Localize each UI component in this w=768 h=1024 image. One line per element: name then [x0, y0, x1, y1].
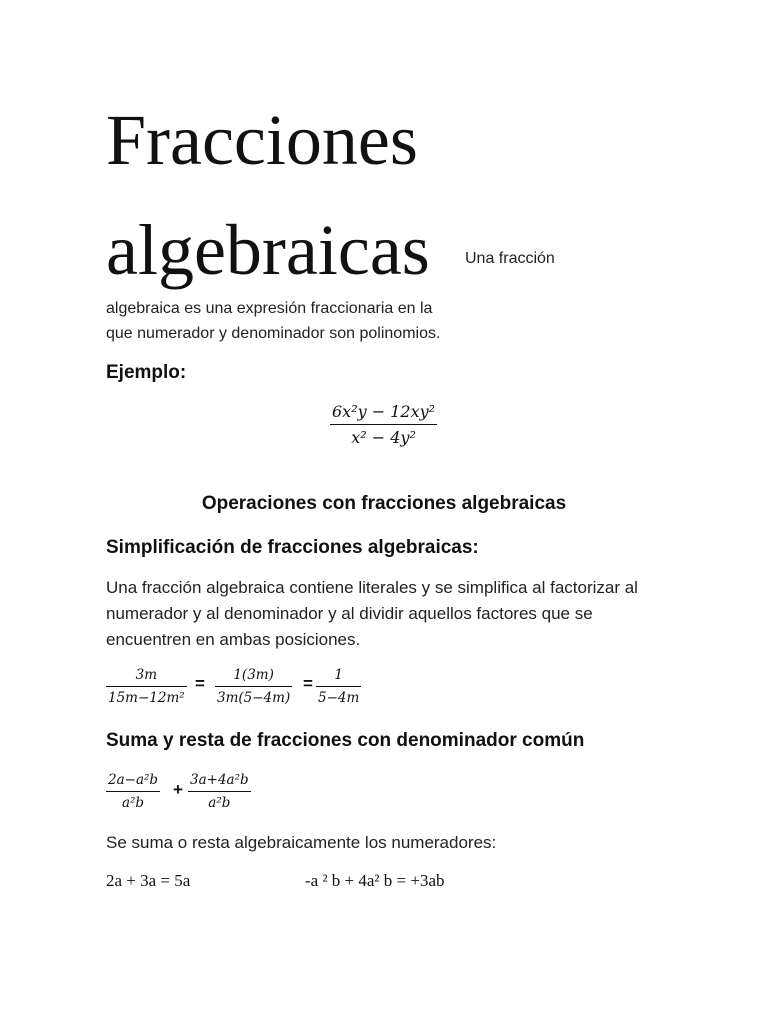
sum-fraction-1: [106, 772, 160, 811]
intro-text-inline: Una fracción: [465, 250, 555, 267]
page-title-line-2: algebraicas: [106, 210, 430, 290]
fraction-bar: [106, 791, 160, 792]
intro-paragraph: [106, 296, 626, 346]
sum-fraction-2: [188, 772, 251, 811]
simplification-f2-denominator: 3m(5−4m): [217, 690, 291, 706]
example-numerator: 6x²y − 12xy²: [332, 402, 436, 421]
simplification-text: Una fracción algebraica contiene literales y se simplifica al factorizar al numerador y al denominador y al dividir aquellos factores que se encuentren en ambas posiciones.: [106, 578, 638, 649]
fraction-bar: [188, 791, 251, 792]
sum-text: Se suma o resta algebraicamente los numeradores:: [106, 833, 497, 852]
example-fraction: [330, 402, 437, 447]
page-title-line-1: Fracciones: [106, 100, 418, 180]
example-denominator: x² − 4y²: [351, 428, 416, 447]
intro-line-2: que numerador y denominador son polinomios.: [106, 325, 441, 342]
sum-f1-denominator: a²b: [121, 795, 145, 811]
simplification-f1-numerator: 3m: [135, 667, 158, 683]
equals-sign-1: =: [195, 674, 205, 693]
simplification-f3-numerator: 1: [334, 667, 343, 683]
example-heading: Ejemplo:: [106, 362, 187, 383]
sum-result-1: 2a + 3a = 5a: [106, 871, 191, 890]
operations-heading: Operaciones con fracciones algebraicas: [201, 493, 567, 514]
simplification-f3-denominator: 5−4m: [318, 690, 360, 706]
sum-f2-denominator: a²b: [208, 795, 231, 811]
sum-f2-numerator: 3a+4a²b: [190, 772, 249, 788]
sum-result-2: -a ² b + 4a² b = +3ab: [305, 871, 445, 890]
simplification-f1-denominator: 15m−12m²: [108, 690, 185, 706]
sum-heading: Suma y resta de fracciones con denominador común: [106, 730, 585, 751]
simplification-f2-numerator: 1(3m): [233, 667, 274, 683]
fraction-bar: [330, 424, 437, 425]
simplification-fraction-1: [106, 667, 187, 706]
sum-f1-numerator: 2a−a²b: [108, 772, 159, 788]
plus-sign: +: [173, 780, 183, 799]
simplification-fraction-2: [215, 667, 292, 706]
fraction-bar: [106, 686, 187, 687]
simplification-heading: Simplificación de fracciones algebraicas:: [106, 537, 479, 558]
simplification-fraction-3: [316, 667, 361, 706]
fraction-bar: [316, 686, 361, 687]
intro-line-1: algebraica es una expresión fraccionaria en la: [106, 300, 433, 317]
equals-sign-2: =: [303, 674, 313, 693]
fraction-bar: [215, 686, 292, 687]
